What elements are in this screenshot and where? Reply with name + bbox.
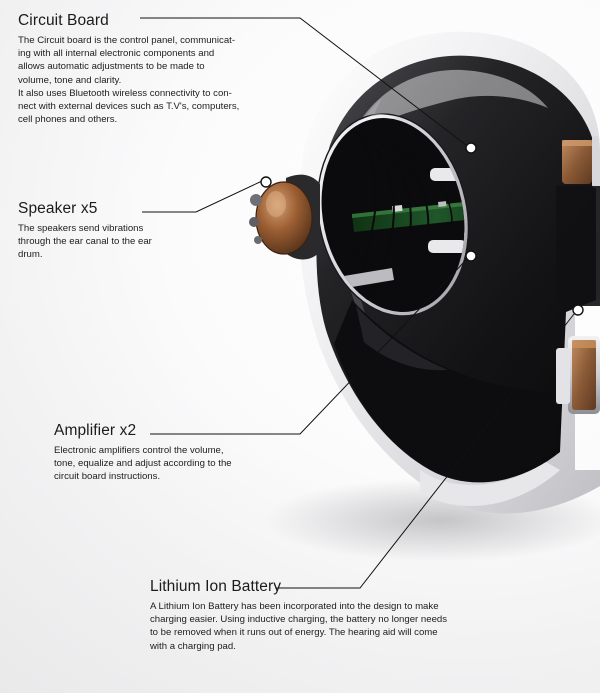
callout-title-circuit-board: Circuit Board: [18, 12, 109, 29]
callout-line: nect with external devices such as T.V's, computers,: [18, 101, 240, 113]
callout-amplifier: [54, 422, 284, 484]
callout-title-speaker: Speaker x5: [18, 200, 98, 217]
callout-line: tone, equalize and adjust according to the: [54, 458, 232, 470]
callout-line: volume, tone and clarity.: [18, 74, 122, 86]
callout-battery: [150, 578, 490, 653]
right-internals: [556, 136, 600, 414]
callout-line: ing with all internal electronic components and: [18, 48, 215, 60]
callout-line: The Circuit board is the control panel, communicat-: [18, 35, 236, 46]
callout-line: allows automatic adjustments to be made to: [18, 61, 205, 73]
callout-line: circuit board instructions.: [54, 471, 161, 483]
callout-line: to be removed when it runs out of energy. The hearing aid will come: [150, 627, 438, 639]
speaker-post-upper: [250, 194, 262, 206]
mid-dark-band: [556, 186, 600, 306]
speaker-post-mid: [249, 217, 259, 227]
callout-line: A Lithium Ion Battery has been incorporated into the design to make: [150, 601, 439, 612]
callout-line: drum.: [18, 249, 43, 261]
marker-speaker: [261, 177, 271, 187]
callout-title-amplifier: Amplifier x2: [54, 422, 137, 439]
callout-body-amplifier: [54, 444, 284, 484]
marker-amplifier: [466, 251, 476, 261]
marker-circuit-board: [466, 143, 476, 153]
speaker-dome-highlight: [266, 191, 286, 217]
callout-line: through the ear canal to the ear: [18, 236, 152, 248]
speaker-assembly: [249, 175, 320, 260]
callout-body-circuit-board: [18, 34, 290, 126]
marker-battery: [573, 305, 583, 315]
callout-line: Electronic amplifiers control the volume,: [54, 445, 224, 456]
callout-line: The speakers send vibrations: [18, 223, 144, 234]
callout-body-battery: [150, 600, 490, 653]
callout-body-speaker: [18, 222, 168, 262]
callout-line: It also uses Bluetooth wireless connectivity to con-: [18, 87, 232, 99]
callout-speaker: [18, 200, 168, 262]
callout-title-battery: Lithium Ion Battery: [150, 578, 282, 595]
callout-circuit-board: [18, 12, 290, 126]
callout-line: with a charging pad.: [150, 640, 236, 652]
callout-line: charging easier. Using inductive charging, the battery no longer needs: [150, 614, 448, 626]
copper-coil-upper: [562, 136, 600, 188]
callout-line: cell phones and others.: [18, 114, 118, 126]
speaker-post-lower: [254, 236, 262, 244]
